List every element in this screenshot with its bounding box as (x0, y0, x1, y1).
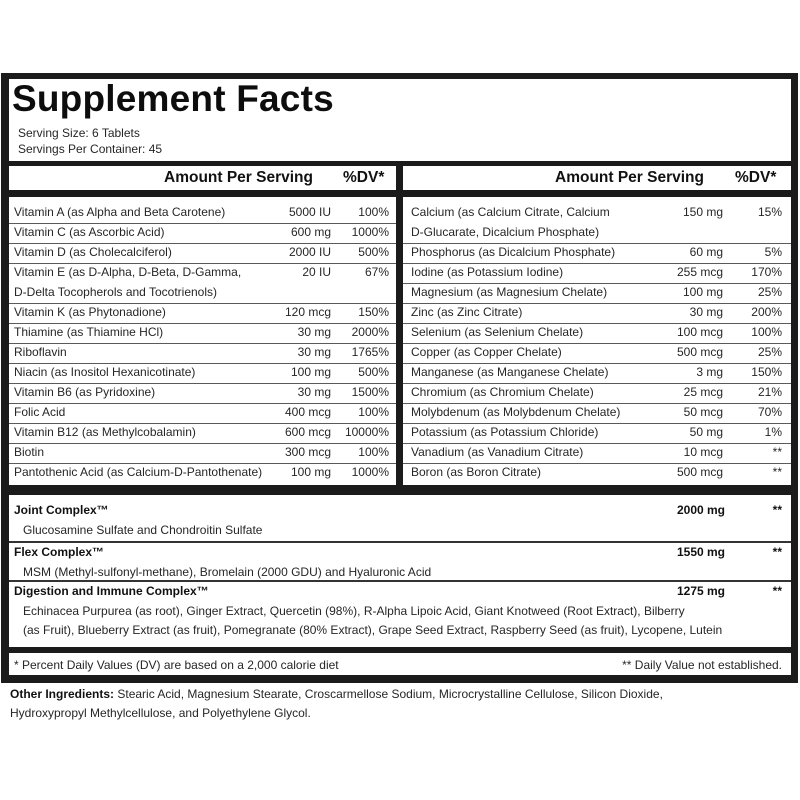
blend-dv: ** (772, 545, 782, 559)
nutrient-dv: 100% (358, 205, 389, 219)
nutrient-name: D-Glucarate, Dicalcium Phosphate) (411, 225, 600, 239)
row-divider (9, 363, 396, 364)
nutrient-name: Riboflavin (14, 345, 67, 359)
right-amount-header: Amount Per Serving (555, 169, 704, 186)
nutrient-name: Vitamin B6 (as Pyridoxine) (14, 385, 156, 399)
nutrient-dv: 25% (757, 345, 782, 359)
nutrient-dv: 5% (764, 245, 782, 259)
nutrient-dv: 70% (757, 405, 782, 419)
blend-ingredients: Echinacea Purpurea (as root), Ginger Extract, Quercetin (98%), R-Alpha Lipoic Acid, Giant Knotweed (Root Extract), Bilberry (23, 604, 685, 618)
nutrient-name: Copper (as Copper Chelate) (411, 345, 562, 359)
nutrient-amount: 10 mcg (683, 445, 723, 459)
blend-divider (9, 541, 791, 543)
nutrient-amount: 100 mg (290, 365, 331, 379)
nutrient-name: Manganese (as Manganese Chelate) (411, 365, 609, 379)
nutrient-amount: 5000 IU (288, 205, 331, 219)
blend-dv: ** (772, 584, 782, 598)
nutrient-amount: 400 mcg (284, 405, 331, 419)
nutrient-name: Iodine (as Potassium Iodine) (411, 265, 564, 279)
row-divider (403, 283, 791, 284)
nutrient-amount: 30 mg (297, 325, 331, 339)
nutrient-dv: 2000% (351, 325, 389, 339)
row-divider (403, 343, 791, 344)
nutrient-dv: 1000% (351, 465, 389, 479)
blend-divider (9, 580, 791, 582)
servings-per-container: Servings Per Container: 45 (18, 142, 163, 156)
row-divider (403, 323, 791, 324)
row-divider (9, 303, 396, 304)
nutrient-name: Boron (as Boron Citrate) (411, 465, 542, 479)
nutrient-dv: 500% (358, 245, 389, 259)
nutrient-dv: 170% (751, 265, 782, 279)
nutrient-dv: 1% (764, 425, 782, 439)
nutrient-amount: 3 mg (696, 365, 723, 379)
nutrient-dv: ** (772, 445, 782, 459)
nutrient-amount: 150 mg (682, 205, 723, 219)
row-divider (9, 443, 396, 444)
nutrient-amount: 30 mg (689, 305, 723, 319)
left-nutrient-table (9, 197, 396, 485)
nutrient-amount: 120 mcg (284, 305, 331, 319)
other-ingredients-label: Other Ingredients: (10, 687, 115, 701)
nutrient-name: Chromium (as Chromium Chelate) (411, 385, 594, 399)
serving-size: Serving Size: 6 Tablets (18, 126, 140, 140)
nutrient-dv: 200% (751, 305, 782, 319)
nutrient-name: Biotin (14, 445, 45, 459)
nutrient-dv: 21% (757, 385, 782, 399)
left-amount-header: Amount Per Serving (164, 169, 313, 186)
nutrient-amount: 500 mcg (676, 345, 723, 359)
nutrient-name: Vitamin A (as Alpha and Beta Carotene) (14, 205, 226, 219)
nutrient-name: Pantothenic Acid (as Calcium-D-Pantothenate) (14, 465, 263, 479)
left-dv-header: %DV* (343, 169, 385, 186)
nutrient-name: Vitamin B12 (as Methylcobalamin) (14, 425, 196, 439)
row-divider (403, 463, 791, 464)
row-divider (403, 243, 791, 244)
row-divider (403, 443, 791, 444)
nutrient-name: Folic Acid (14, 405, 66, 419)
nutrient-dv: 100% (751, 325, 782, 339)
other-ingredients-text: Stearic Acid, Magnesium Stearate, Croscarmellose Sodium, Microcrystalline Cellulose, Silicon Dioxide, (114, 687, 663, 701)
nutrient-dv: 100% (358, 405, 389, 419)
row-divider (403, 423, 791, 424)
nutrient-dv: 10000% (344, 425, 389, 439)
row-divider (403, 263, 791, 264)
nutrient-dv: 1000% (351, 225, 389, 239)
blend-name: Flex Complex™ (14, 545, 105, 559)
nutrient-dv: 150% (358, 305, 389, 319)
blend-name: Joint Complex™ (14, 503, 109, 517)
row-divider (9, 463, 396, 464)
nutrient-name: D-Delta Tocopherols and Tocotrienols) (14, 285, 217, 299)
nutrient-name: Vitamin C (as Ascorbic Acid) (14, 225, 165, 239)
nutrient-name: Calcium (as Calcium Citrate, Calcium (411, 205, 610, 219)
nutrient-dv: 1500% (351, 385, 389, 399)
nutrient-dv: 15% (757, 205, 782, 219)
nutrient-amount: 30 mg (297, 385, 331, 399)
row-divider (403, 363, 791, 364)
row-divider (9, 383, 396, 384)
nutrient-dv: 100% (358, 445, 389, 459)
nutrient-dv: 1765% (351, 345, 389, 359)
nutrient-amount: 2000 IU (288, 245, 331, 259)
nutrient-amount: 50 mg (689, 425, 723, 439)
nutrient-dv: 25% (757, 285, 782, 299)
page-title: Supplement Facts (12, 78, 334, 119)
nutrient-amount: 100 mg (682, 285, 723, 299)
row-divider (403, 383, 791, 384)
nutrient-name: Phosphorus (as Dicalcium Phosphate) (411, 245, 616, 259)
nutrient-amount: 60 mg (689, 245, 723, 259)
row-divider (9, 343, 396, 344)
blend-ingredients: MSM (Methyl-sulfonyl-methane), Bromelain (2000 GDU) and Hyaluronic Acid (23, 565, 432, 579)
nutrient-amount: 100 mg (290, 465, 331, 479)
nutrient-name: Vitamin E (as D-Alpha, D-Beta, D-Gamma, (14, 265, 242, 279)
row-divider (9, 403, 396, 404)
nutrient-amount: 25 mcg (683, 385, 723, 399)
nutrient-dv: ** (772, 465, 782, 479)
blend-amount: 1275 mg (676, 584, 725, 598)
nutrient-amount: 300 mcg (284, 445, 331, 459)
nutrient-amount: 255 mcg (676, 265, 723, 279)
nutrient-amount: 20 IU (302, 265, 331, 279)
nutrient-name: Niacin (as Inositol Hexanicotinate) (14, 365, 196, 379)
nutrient-dv: 150% (751, 365, 782, 379)
blend-name: Digestion and Immune Complex™ (14, 584, 209, 598)
row-divider (403, 303, 791, 304)
other-ingredients-line-1 (10, 687, 663, 701)
nutrient-name: Vitamin D (as Cholecalciferol) (14, 245, 172, 259)
blend-ingredients: (as Fruit), Blueberry Extract (as fruit), Pomegranate (80% Extract), Grape Seed Extract, Raspberry Seed (as fruit), Lycopene, Lutein (23, 623, 723, 637)
blend-amount: 1550 mg (676, 545, 725, 559)
nutrient-name: Zinc (as Zinc Citrate) (411, 305, 523, 319)
blend-dv: ** (772, 503, 782, 517)
row-divider (9, 243, 396, 244)
nutrient-dv: 67% (364, 265, 389, 279)
row-divider (9, 223, 396, 224)
other-ingredients-line-2: Hydroxypropyl Methylcellulose, and Polyethylene Glycol. (10, 706, 311, 720)
footnote-not-established: ** Daily Value not established. (622, 658, 782, 672)
nutrient-name: Potassium (as Potassium Chloride) (411, 425, 599, 439)
nutrient-name: Vitamin K (as Phytonadione) (14, 305, 166, 319)
nutrient-dv: 500% (358, 365, 389, 379)
row-divider (9, 423, 396, 424)
right-dv-header: %DV* (735, 169, 777, 186)
nutrient-amount: 30 mg (297, 345, 331, 359)
nutrient-name: Thiamine (as Thiamine HCl) (14, 325, 164, 339)
right-nutrient-table (403, 197, 791, 485)
row-divider (403, 403, 791, 404)
nutrient-amount: 100 mcg (676, 325, 723, 339)
blend-ingredients: Glucosamine Sulfate and Chondroitin Sulfate (23, 523, 263, 537)
nutrient-name: Vanadium (as Vanadium Citrate) (411, 445, 584, 459)
footnote-dv: * Percent Daily Values (DV) are based on a 2,000 calorie diet (14, 658, 339, 672)
row-divider (9, 263, 396, 264)
nutrient-name: Selenium (as Selenium Chelate) (411, 325, 584, 339)
nutrient-amount: 600 mcg (284, 425, 331, 439)
row-divider (9, 323, 396, 324)
nutrient-amount: 500 mcg (676, 465, 723, 479)
nutrient-amount: 600 mg (290, 225, 331, 239)
nutrient-amount: 50 mcg (683, 405, 723, 419)
nutrient-name: Molybdenum (as Molybdenum Chelate) (411, 405, 621, 419)
nutrient-name: Magnesium (as Magnesium Chelate) (411, 285, 608, 299)
blend-amount: 2000 mg (676, 503, 725, 517)
